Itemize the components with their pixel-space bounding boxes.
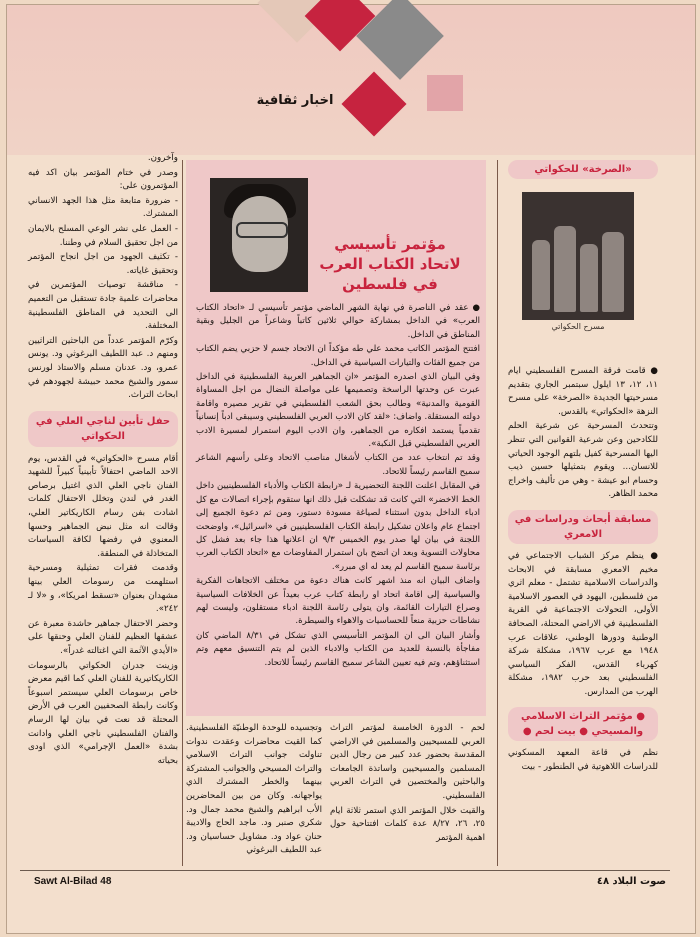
paragraph: وتتحدث المسرحية عن شرعية الحلم للكادحين وعن شرعية القوانين التي تنظر اليها المسرحية كفيل بلتهم الوجود الحياتي للانسان... ويقوم بتمثيلها حسين ذيب وحسام ابو عيشة - وهي من تأليف واخراج محمد الظاهر.: [508, 421, 658, 500]
footer-rule: [20, 870, 670, 871]
paragraph: - العمل على نشر الوعي المسلح بالايمان من اجل تحقيق السلام في وطننا.: [28, 223, 178, 248]
left-column: [28, 152, 178, 867]
paragraph: نظم في قاعة المعهد المسكوني للدراسات اللاهوتية في الطنطور - بيت: [508, 748, 658, 773]
paragraph: والقيت خلال المؤتمر الذي استمر ثلاثة ايام ٢٥، ٢٦، ٨/٢٧ عدة كلمات افتتاحية حول اهمية المؤتمر: [330, 805, 485, 843]
column-divider: [182, 160, 183, 866]
article-heading-naji-al-ali: حفل تأبين لناجي العلي في الحكواتي: [28, 411, 178, 447]
paragraph: وزينت جدران الحكواتي بالرسومات الكاريكاتيرية للفنان العلي كما اقيم معرض خاص برسومات العلي سيستمر اسبوعاً وكانت رابطة الصحفيين العرب في الأرض المحتلة قد نعت في بيان لها الرسام والفنان الفلسطيني ناجي العلي وادانت بشدة «العمل الإجرامي» الذي اودى بحياته: [28, 660, 178, 766]
figure-shape: [580, 244, 598, 312]
top-banner: [7, 5, 695, 155]
paragraph: وآخرون.: [147, 153, 178, 163]
decorative-square: [341, 71, 406, 136]
paragraph: - تكثيف الجهود من اجل انجاح المؤتمر وتحقيق غاياته.: [28, 252, 178, 276]
paragraph: - مناقشة توصيات المؤتمرين في محاضرات علمية جادة تستقبل من التعميم الى التحديد في المناطق الفلسطينية المختلفة.: [28, 280, 178, 332]
headline-line-1: مؤتمر تأسيسي: [334, 235, 446, 253]
paragraph: افتتح المؤتمر الكاتب محمد علي طه مؤكداً ان الاتحاد جسم لا حزبي يضم الكتاب من جميع الفئات والتيارات السياسية في الداخل.: [196, 344, 480, 368]
article-heading-sarkha: «الصرخة» للحكواتي: [508, 160, 658, 179]
writers-union-article: [196, 302, 480, 671]
headline-line-2: لاتحاد الكتاب العرب في فلسطين: [319, 255, 461, 293]
paragraph: في المقابل اعلنت اللجنة التحضيرية لـ «رابطة الكتاب والأدباء الفلسطينيين داخل الخط الاخضر» التي كانت قد تشكلت قبل ذلك انها ستقوم بإجراء اتصالات مع كل ادباء الداخل بدون استثناء لصياغة مسودة دستور، ومن ثم دعوة الجميع إلى اجتماع عام واعلان تشكيل رابطة الكتاب الفلسطينيين في «اسرائيل»، واوضحت اللجنة في بيان لها صدر يوم الخميس ٩/٣ ان اعلانها هذا جاء بعد فشل كل محاولات التسوية وبعد ان اتضح بان استمرار المفاوضات مع «اتحاد الكتاب العرب برئاسة سميح القاسم لم يعد له اي مبرر».: [196, 481, 480, 572]
figure-shape: [602, 232, 624, 312]
paragraph: ● قامت فرقة المسرح الفلسطيني ايام ١١، ١٢، ١٣ ايلول سبتمبر الجاري بتقديم مسرحيتها الجديدة «الصرخة» على مسرح النزهة «الحكواتي» بالقدس.: [508, 366, 658, 417]
paragraph: واضاف البيان انه منذ اشهر كانت هناك دعوة من مختلف الاتجاهات الفكرية والسياسية إلى اقامة اتحاد او رابطة كتاب عرب بعيداً عن الخلافات السياسية وصراع التيارات القائمة، وان يتولى رئاسة اللجنة ادباء مستقلون، وليست لهم نشاطات حزبية منعاً للحساسيات والاهواء والسيطرة.: [196, 576, 480, 627]
paragraph: وحضر الاحتفال جماهير حاشدة معبرة عن عشقها العظيم للفنان العلي وحنقها على «الأيدي الآثمة التي اغتالته غدراً».: [28, 618, 178, 656]
theatre-photo: [522, 192, 634, 320]
decorative-square: [427, 75, 463, 111]
glasses-shape: [236, 222, 288, 238]
footer-right: صوت البلاد ٤٨: [596, 876, 666, 887]
paragraph: لحم - الدورة الخامسة لمؤتمر التراث العربي للمسيحيين والمسلمين في الاراضي المقدسة بحضور عدد كبير من رجال الدين المسلمين والمسيحيين واساتذة الجامعات والباحثين والمختصين في التراث العربي الفلسطيني.: [330, 723, 485, 801]
paragraph: وكرّم المؤتمر عدداً من الباحثين التراثيين ومنهم د. عبد اللطيف البرغوثي ود. يونس عمرو، ود. عدنان مسلم والاستاذ لورنس سمور والشيخ محمد حبيشة لجهودهم في ابحاث التراث.: [28, 335, 178, 401]
paragraph: وأشار البيان الى ان المؤتمر التأسيسي الذي تشكل في ٨/٣١ الماضي كان مفاجأة بالنسبة للعديد من الكتاب والادباء الذين لم يتم التنسيق معهم وتم استثناؤهم، وتم فيه تعيين الشاعر سميح القاسم رئيساً للاتحاد.: [196, 630, 480, 668]
article-heading-competition: مسابقة أبحاث ودراسات في الامعري: [508, 510, 658, 544]
heritage-article-right: [330, 722, 485, 846]
paragraph: وتجسيده للوحدة الوطنيّة الفلسطينية. كما القيت محاضرات وعقدت ندوات تناولت جوانب التراث الاسلامي والتراث المسيحي والجوانب المشتركة بينهما والخطر المشترك الذي يواجهانه. وكان من بين المحاضرين الأب ابراهيم والشيخ محمد جمال ود. شكري صنبر ود. ماجد الحاج والاديبة حنان عواد ود. مشاويل حساسيان ود. عبد اللطيف البرغوثي: [186, 723, 322, 856]
writer-photo: [210, 178, 308, 292]
paragraph: ● عقد في الناصرة في نهاية الشهر الماضي مؤتمر تأسيسي لـ «اتحاد الكتاب العرب» في الداخل بمشاركة حوالي ثلاثين كاتباً وشاعراً من الجليل وبقية المناطق في الداخل.: [196, 303, 480, 340]
paragraph: - ضرورة متابعة مثل هذا الجهد الانساني المشترك.: [28, 195, 178, 220]
paragraph: وقد تم انتخاب عدد من الكتاب لأشغال مناصب الاتحاد وعلى رأسهم الشاعر سميح القاسم رئيساً للاتحاد.: [196, 453, 480, 477]
column-divider: [497, 160, 498, 866]
article-headline: [310, 234, 470, 294]
figure-shape: [532, 240, 550, 310]
paragraph: أقام مسرح «الحكواتي» في القدس، يوم الاحد الماضي احتفالاً تأبينياً كبيراً للشهيد الفنان ناجي العلي الذي اغتيل برصاص الغدر في لندن وتخلل الاحتفال كلمات اشادت بفن رسام الكاريكاتير العلي، وقالت انه مثل نبض الجماهير وحسها المعنوي في رفضها لكافة السياسات المتخاذلة في المنطقة.: [28, 453, 178, 559]
article-heading-heritage-conference: ● مؤتمر التراث الاسلامي والمسيحي ● بيت لحم ●: [508, 707, 658, 741]
section-title: اخبار ثقافية: [256, 93, 334, 108]
paragraph: وفي البيان الذي اصدره المؤتمر «ان الجماهير العربية الفلسطينية في الداخل عبرت عن وحدتها الراسخة وتصميمها على مواصلة النضال من اجل المساواة القومية والمدنية» وطالب بحق الشعب الفلسطيني في تقرير مصيره واقامة دولته المستقلة. واضاف: «لقد كان الادب العربي الفلسطيني وسيبقى ادباً إنسانياً تقدمياً يستمد افكاره من الجماهير، وان الادب اليوم استمرار لمسيرة الادب العربي الفلسطيني قبل النكبة».: [196, 372, 480, 450]
paragraph: وقدمت فقرات تمثيلية ومسرحية استلهمت من رسومات العلي بينها مشهدان بعنوان «تسقط امريكا»، و «لا لـ ٢٤٢».: [28, 563, 178, 615]
heritage-article-left: [186, 722, 322, 859]
paragraph: ● ينظم مركز الشباب الاجتماعي في مخيم الامعري مسابقة في الابحاث والدراسات الاسلامية تشتمل - معلم اثري من فلسطين، اليهود في العصور الاسلامية الأولى، التحولات الاجتماعية في القرية الفلسطينية في الاراضي المحتلة، الصحافة الوطنية ودورها الوطني، علاقات عرب ١٩٤٨ مع عرب ١٩٦٧، مشكلة شركة كهرباء القدس، الفكر السياسي الفلسطيني بعد حرب ١٩٨٢، مشكلة الهرب من المدارس.: [508, 550, 659, 697]
paragraph: وصدر في ختام المؤتمر بيان اكد فيه المؤتمرون على:: [28, 167, 178, 192]
footer-left: Sawt Al-Bilad 48: [34, 876, 112, 887]
photo-caption: مسرح الحكواتي: [551, 322, 605, 331]
figure-shape: [554, 226, 576, 312]
